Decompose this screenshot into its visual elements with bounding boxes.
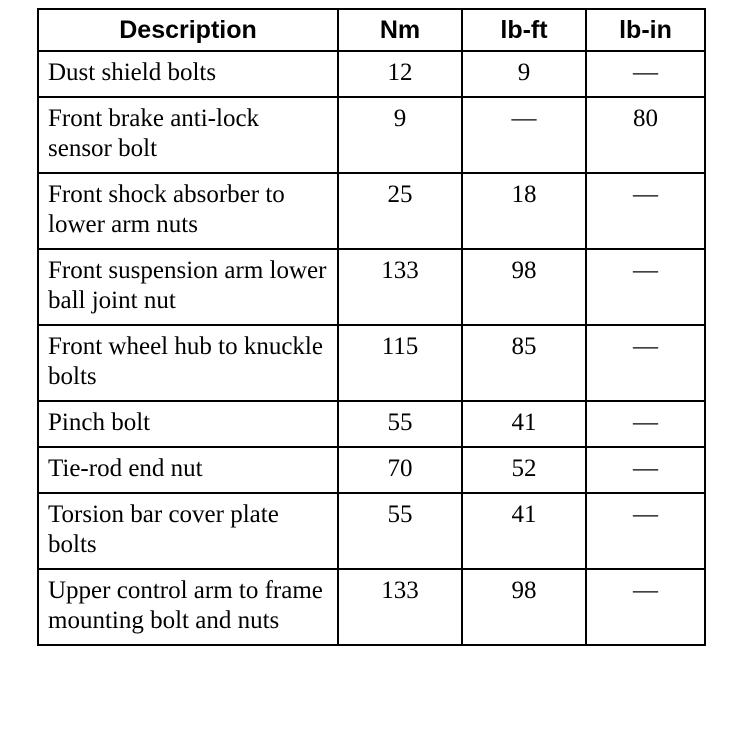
row-lb-ft: 41 bbox=[462, 401, 586, 447]
row-lb-in: — bbox=[586, 569, 705, 645]
table-row bbox=[38, 447, 705, 493]
header-nm: Nm bbox=[338, 9, 462, 51]
row-description: Pinch bolt bbox=[38, 401, 338, 447]
row-lb-ft: 52 bbox=[462, 447, 586, 493]
row-description: Front shock absorber to lower arm nuts bbox=[38, 173, 338, 249]
table-row bbox=[38, 173, 705, 249]
header-description: Description bbox=[38, 9, 338, 51]
row-lb-in: — bbox=[586, 249, 705, 325]
table-row bbox=[38, 401, 705, 447]
row-nm: 133 bbox=[338, 569, 462, 645]
row-nm: 133 bbox=[338, 249, 462, 325]
header-lb-in: lb-in bbox=[586, 9, 705, 51]
row-lb-ft: 41 bbox=[462, 493, 586, 569]
table-row bbox=[38, 249, 705, 325]
row-nm: 55 bbox=[338, 401, 462, 447]
row-description: Torsion bar cover plate bolts bbox=[38, 493, 338, 569]
row-description: Front suspension arm lower ball joint nut bbox=[38, 249, 338, 325]
row-lb-ft: — bbox=[462, 97, 586, 173]
table-row bbox=[38, 325, 705, 401]
row-nm: 115 bbox=[338, 325, 462, 401]
header-lb-ft: lb-ft bbox=[462, 9, 586, 51]
row-lb-in: — bbox=[586, 325, 705, 401]
row-nm: 25 bbox=[338, 173, 462, 249]
row-lb-ft: 98 bbox=[462, 569, 586, 645]
row-lb-in: — bbox=[586, 51, 705, 97]
row-lb-in: — bbox=[586, 401, 705, 447]
row-lb-ft: 98 bbox=[462, 249, 586, 325]
row-description: Tie-rod end nut bbox=[38, 447, 338, 493]
row-description: Upper control arm to frame mounting bolt and nuts bbox=[38, 569, 338, 645]
row-nm: 9 bbox=[338, 97, 462, 173]
torque-spec-table bbox=[37, 8, 706, 646]
row-lb-in: — bbox=[586, 493, 705, 569]
row-lb-ft: 18 bbox=[462, 173, 586, 249]
row-lb-in: — bbox=[586, 447, 705, 493]
row-lb-ft: 85 bbox=[462, 325, 586, 401]
row-description: Dust shield bolts bbox=[38, 51, 338, 97]
row-nm: 70 bbox=[338, 447, 462, 493]
row-lb-in: 80 bbox=[586, 97, 705, 173]
header-row bbox=[38, 9, 705, 51]
table-row bbox=[38, 569, 705, 645]
table-row bbox=[38, 97, 705, 173]
table-row bbox=[38, 493, 705, 569]
row-lb-ft: 9 bbox=[462, 51, 586, 97]
row-nm: 12 bbox=[338, 51, 462, 97]
row-description: Front wheel hub to knuckle bolts bbox=[38, 325, 338, 401]
row-description: Front brake anti-lock sensor bolt bbox=[38, 97, 338, 173]
row-lb-in: — bbox=[586, 173, 705, 249]
row-nm: 55 bbox=[338, 493, 462, 569]
table-row bbox=[38, 51, 705, 97]
